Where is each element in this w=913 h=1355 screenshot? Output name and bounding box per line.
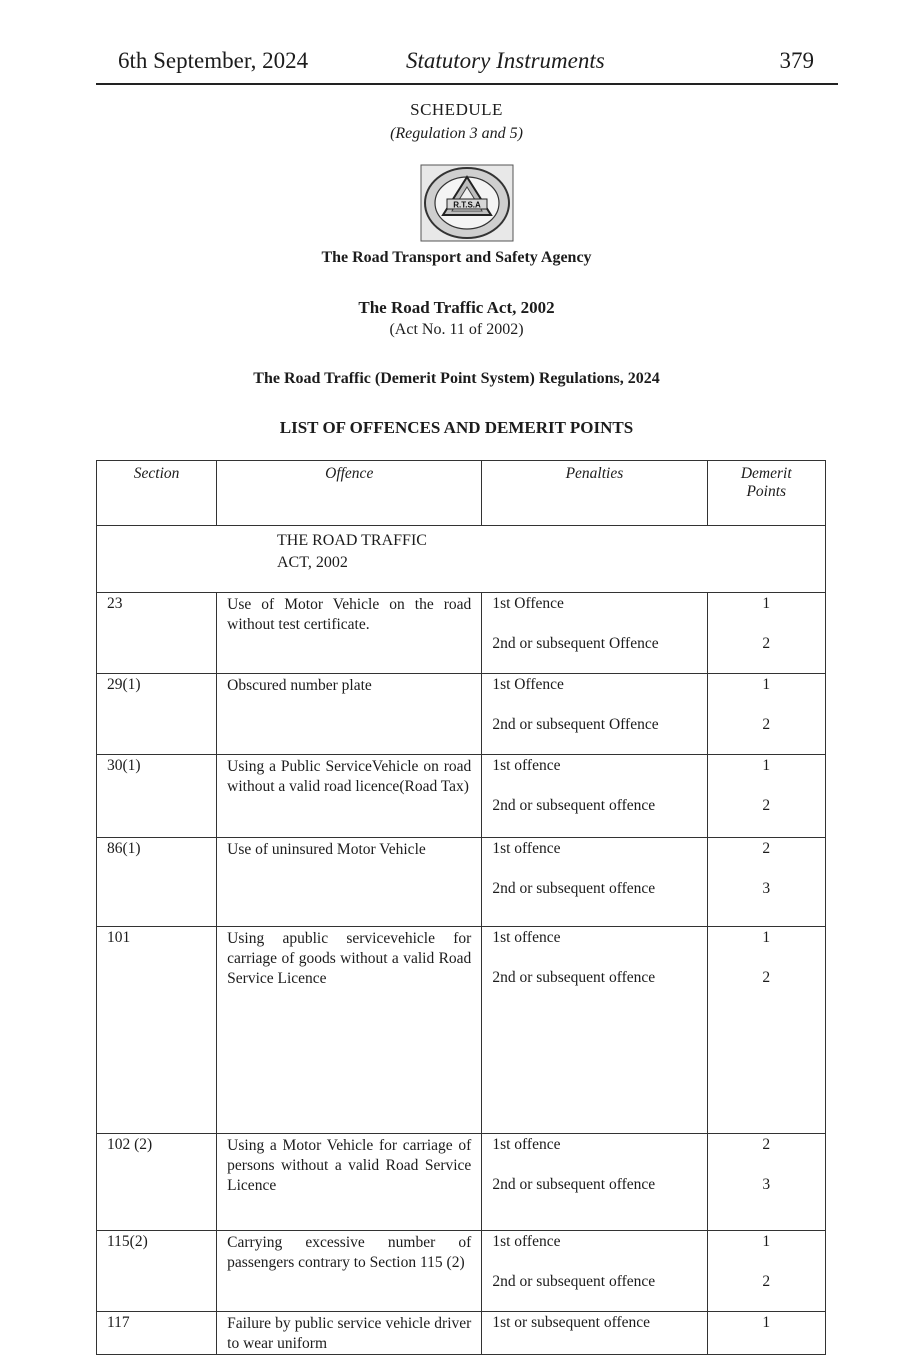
- group-heading-row: [97, 526, 826, 593]
- logo-text: R.T.S.A: [453, 200, 481, 210]
- act-number: (Act No. 11 of 2002): [389, 321, 524, 338]
- section-cell: 117: [97, 1312, 217, 1355]
- demerit-points-label: Demerit Points: [740, 465, 792, 500]
- table-row: [97, 927, 826, 1134]
- demerit-point-value: 2: [762, 1136, 771, 1153]
- offence-cell: Using a Public ServiceVehicle on road without a valid road licence(Road Tax): [217, 755, 482, 838]
- column-header-offence: Offence: [217, 461, 482, 526]
- demerit-point-value: 2: [762, 1273, 771, 1290]
- penalty-text: 1st offence: [492, 1136, 561, 1153]
- penalty-text: 2nd or subsequent offence: [492, 1176, 656, 1193]
- schedule-title: SCHEDULE: [410, 100, 503, 119]
- penalties-cell: [482, 927, 707, 1134]
- act-title: The Road Traffic Act, 2002: [358, 298, 555, 317]
- penalties-cell: [482, 674, 707, 755]
- penalty-text: 2nd or subsequent Offence: [492, 716, 659, 733]
- table-row: [97, 593, 826, 674]
- penalties-cell: [482, 755, 707, 838]
- penalty-text: 2nd or subsequent Offence: [492, 635, 659, 652]
- table-row: [97, 1312, 826, 1355]
- penalties-cell: [482, 1312, 707, 1355]
- demerit-points-cell: [707, 838, 825, 927]
- page-number: 379: [779, 48, 814, 73]
- column-header-penalties: Penalties: [482, 461, 707, 526]
- agency-name: The Road Transport and Safety Agency: [321, 249, 592, 266]
- demerit-points-cell: [707, 755, 825, 838]
- demerit-point-value: 2: [762, 840, 771, 857]
- header-date: 6th September, 2024: [118, 48, 309, 73]
- regulation-reference: (Regulation 3 and 5): [390, 125, 523, 142]
- demerit-points-cell: [707, 1312, 825, 1355]
- demerit-points-cell: [707, 593, 825, 674]
- offence-cell: Use of uninsured Motor Vehicle: [217, 838, 482, 927]
- demerit-point-value: 3: [762, 1176, 771, 1193]
- demerit-point-value: 1: [762, 1314, 771, 1331]
- table-row: [97, 755, 826, 838]
- section-cell: 115(2): [97, 1231, 217, 1312]
- demerit-point-value: 2: [762, 969, 771, 986]
- penalty-text: 2nd or subsequent offence: [492, 880, 656, 897]
- demerit-points-cell: [707, 927, 825, 1134]
- demerit-point-value: 2: [762, 716, 771, 733]
- offence-cell: Using a Motor Vehicle for carriage of persons without a valid Road Service Licence: [217, 1134, 482, 1231]
- header-rule: [96, 83, 838, 85]
- demerit-point-value: 1: [762, 757, 771, 774]
- section-cell: 23: [97, 593, 217, 674]
- demerit-points-cell: [707, 1231, 825, 1312]
- penalty-text: 2nd or subsequent offence: [492, 969, 656, 986]
- penalty-text: 1st offence: [492, 757, 561, 774]
- running-header: [96, 48, 838, 84]
- demerit-point-value: 2: [762, 635, 771, 652]
- table-row: [97, 838, 826, 927]
- offence-cell: Failure by public service vehicle driver to wear uniform: [217, 1312, 482, 1355]
- demerit-points-cell: [707, 1134, 825, 1231]
- penalties-cell: [482, 1134, 707, 1231]
- penalty-text: 1st Offence: [492, 595, 564, 612]
- demerit-point-value: 1: [762, 1233, 771, 1250]
- section-cell: 30(1): [97, 755, 217, 838]
- regulations-title: The Road Traffic (Demerit Point System) Regulations, 2024: [253, 370, 660, 387]
- offence-cell: Use of Motor Vehicle on the road without test certificate.: [217, 593, 482, 674]
- group-heading: THE ROAD TRAFFIC ACT, 2002: [277, 532, 427, 571]
- penalty-text: 2nd or subsequent offence: [492, 797, 656, 814]
- demerit-point-value: 1: [762, 595, 771, 612]
- section-cell: 86(1): [97, 838, 217, 927]
- penalty-text: 2nd or subsequent offence: [492, 1273, 656, 1290]
- table-row: [97, 1231, 826, 1312]
- column-header-demerit-points: [707, 461, 825, 526]
- list-title: LIST OF OFFENCES AND DEMERIT POINTS: [279, 418, 634, 437]
- section-cell: 101: [97, 927, 217, 1134]
- penalty-text: 1st offence: [492, 929, 561, 946]
- demerit-point-value: 2: [762, 797, 771, 814]
- offence-cell: Obscured number plate: [217, 674, 482, 755]
- penalty-text: 1st Offence: [492, 676, 564, 693]
- offences-table: [96, 460, 826, 1355]
- column-header-section: Section: [97, 461, 217, 526]
- demerit-points-cell: [707, 674, 825, 755]
- table-row: [97, 674, 826, 755]
- offence-cell: Using apublic servicevehicle for carriage of goods without a valid Road Service Licence: [217, 927, 482, 1134]
- demerit-point-value: 1: [762, 676, 771, 693]
- table-header-row: [97, 461, 826, 526]
- penalty-text: 1st or subsequent offence: [492, 1314, 650, 1331]
- penalties-cell: [482, 838, 707, 927]
- demerit-point-value: 3: [762, 880, 771, 897]
- penalty-text: 1st offence: [492, 840, 561, 857]
- demerit-point-value: 1: [762, 929, 771, 946]
- penalty-text: 1st offence: [492, 1233, 561, 1250]
- header-publication: Statutory Instruments: [406, 48, 605, 73]
- section-cell: 29(1): [97, 674, 217, 755]
- penalties-cell: [482, 593, 707, 674]
- offence-cell: Carrying excessive number of passengers contrary to Section 115 (2): [217, 1231, 482, 1312]
- section-cell: 102 (2): [97, 1134, 217, 1231]
- rtsa-logo-icon: [419, 163, 515, 243]
- table-row: [97, 1134, 826, 1231]
- penalties-cell: [482, 1231, 707, 1312]
